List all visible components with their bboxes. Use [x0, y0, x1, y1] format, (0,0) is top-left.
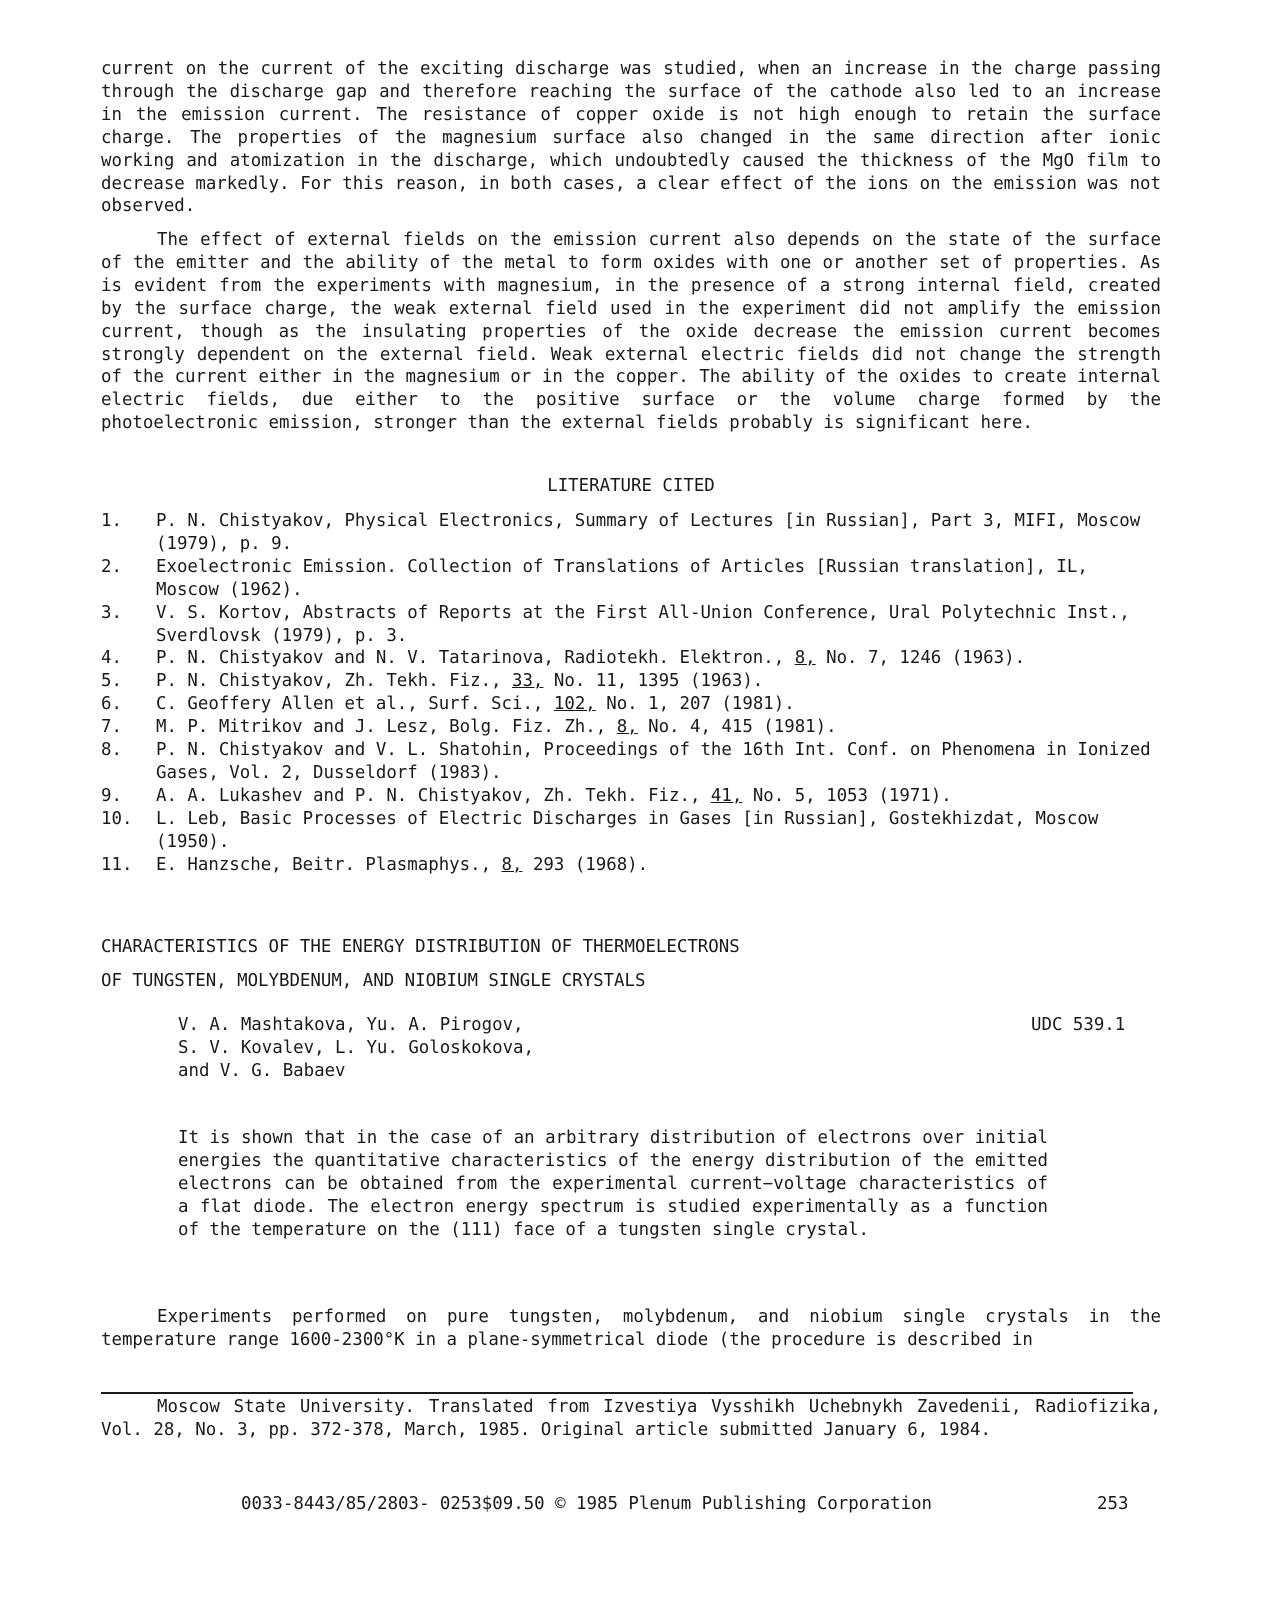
reference-details: No. 4, 415 (1981).: [637, 717, 837, 738]
reference-volume: 8,: [501, 854, 523, 875]
reference-number: 1.: [101, 511, 122, 531]
body-paragraph-2: The effect of external fields on the emission current also depends on the state of the surface of the emitter and the ability of the metal to form oxides with one or another set of properties. As is evident from the experiments with magnesium, in the presence of a strong internal field, created by the surface charge, the weak external field used in the experiment did not amplify the emission current, though as the insulating properties of the oxide decrease the emission current becomes strongly dependent on the external field. Weak external electric fields did not change the strength of the current either in the magnesium or in the copper. The ability of the oxides to create internal electric fields, due either to the positive surface or the volume charge formed by the photoelectronic emission, stronger than the external fields probably is significant here.: [101, 230, 1161, 434]
reference-number: 3.: [101, 602, 122, 623]
reference-text: [156, 556, 1161, 602]
reference-number: 6.: [101, 694, 122, 715]
reference-number: 5.: [101, 671, 122, 692]
reference-number: 11.: [101, 854, 133, 875]
authors-line-3: and V. G. Babaev: [178, 1060, 346, 1081]
reference-citation: P. N. Chistyakov, Physical Electronics, Summary of Lectures [in Russian], Part 3, MIFI, Moscow (1979), p. 9.: [156, 511, 1141, 554]
authors-line-1: V. A. Mashtakova, Yu. A. Pirogov,: [178, 1015, 524, 1035]
reference-details: No. 7, 1246 (1963).: [815, 648, 1026, 669]
reference-volume: 41,: [710, 785, 743, 806]
reference-item: [101, 808, 1161, 854]
reference-item: [101, 602, 1161, 648]
reference-text: [156, 785, 1161, 808]
reference-citation: E. Hanzsche, Beitr. Plasmaphys.,: [156, 854, 502, 875]
reference-text: [156, 602, 1161, 648]
reference-text: [156, 808, 1161, 854]
reference-citation: P. N. Chistyakov, Zh. Tekh. Fiz.,: [156, 671, 512, 692]
udc-code: UDC 539.1: [1031, 1015, 1126, 1035]
authors-line-2: S. V. Kovalev, L. Yu. Goloskokova,: [178, 1037, 534, 1058]
reference-volume: 8,: [616, 717, 638, 738]
reference-item: [101, 716, 1161, 739]
reference-number: 8.: [101, 740, 122, 761]
reference-citation: P. N. Chistyakov and V. L. Shatohin, Proceedings of the 16th Int. Conf. on Phenomena in Ionized Gases, Vol. 2, Dusseldorf (1983).: [156, 740, 1151, 783]
reference-citation: P. N. Chistyakov and N. V. Tatarinova, Radiotekh. Elektron.,: [156, 648, 795, 669]
reference-citation: Exoelectronic Emission. Collection of Translations of Articles [Russian translation], IL, Moscow (1962).: [156, 556, 1088, 600]
reference-item: [101, 693, 1161, 716]
reference-text: [156, 647, 1161, 670]
page-number: 253: [1097, 1494, 1129, 1514]
reference-details: No. 11, 1395 (1963).: [543, 671, 764, 692]
reference-item: [101, 854, 1161, 877]
reference-volume: 102,: [553, 694, 596, 715]
reference-text: [156, 716, 1161, 739]
reference-text: [156, 693, 1161, 716]
body-paragraph-1: current on the current of the exciting discharge was studied, when an increase in the charge passing through the discharge gap and therefore reaching the surface of the cathode also led to an increase in the emission current. The resistance of copper oxide is not high enough to retain the surface charge. The properties of the magnesium surface also changed in the same direction after ionic working and atomization in the discharge, which undoubtedly caused the thickness of the MgO film to decrease markedly. For this reason, in both cases, a clear effect of the ions on the emission was not observed.: [101, 59, 1161, 217]
copyright-code: 0033-8443/85/2803- 0253$09.50 © 1985 Plenum Publishing Corporation: [241, 1494, 933, 1514]
footnote-rule: [101, 1392, 1133, 1394]
reference-citation: V. S. Kortov, Abstracts of Reports at the First All-Union Conference, Ural Polytechnic Inst., Sverdlovsk (1979), p. 3.: [156, 602, 1130, 646]
reference-number: 9.: [101, 785, 122, 806]
reference-item: [101, 647, 1161, 670]
reference-details: 293 (1968).: [522, 854, 649, 875]
reference-number: 4.: [101, 648, 122, 669]
reference-item: [101, 785, 1161, 808]
reference-item: [101, 510, 1161, 556]
reference-text: [156, 854, 1161, 877]
reference-volume: 8,: [794, 648, 816, 669]
reference-item: [101, 670, 1161, 693]
reference-number: 2.: [101, 556, 122, 577]
reference-details: No. 5, 1053 (1971).: [742, 785, 952, 806]
literature-heading: LITERATURE CITED: [547, 476, 715, 496]
reference-citation: C. Geoffery Allen et al., Surf. Sci.,: [156, 694, 554, 715]
reference-list: [101, 510, 1161, 877]
abstract: It is shown that in the case of an arbitrary distribution of electrons over initial energies the quantitative characteristics of the energy distribution of the emitted electrons can be obtained from the experimental current−voltage characteristics of a flat diode. The electron energy spectrum is studied experimentally as a function of the temperature on the (111) face of a tungsten single crystal.: [178, 1128, 1048, 1240]
reference-volume: 33,: [511, 671, 544, 692]
reference-item: [101, 739, 1161, 785]
reference-number: 10.: [101, 808, 133, 829]
reference-item: [101, 556, 1161, 602]
article-title-line-1: CHARACTERISTICS OF THE ENERGY DISTRIBUTION OF THERMOELECTRONS: [101, 937, 740, 957]
reference-citation: M. P. Mitrikov and J. Lesz, Bolg. Fiz. Zh.,: [156, 717, 617, 738]
reference-details: No. 1, 207 (1981).: [595, 694, 795, 715]
reference-text: [156, 739, 1161, 785]
reference-text: [156, 670, 1161, 693]
intro-paragraph: Experiments performed on pure tungsten, molybdenum, and niobium single crystals in the temperature range 1600-2300°K in a plane-symmetrical diode (the procedure is described in: [101, 1307, 1161, 1350]
reference-number: 7.: [101, 717, 122, 738]
reference-citation: L. Leb, Basic Processes of Electric Discharges in Gases [in Russian], Gostekhizdat, Moscow (1950).: [156, 808, 1099, 852]
reference-citation: A. A. Lukashev and P. N. Chistyakov, Zh. Tekh. Fiz.,: [156, 785, 711, 806]
reference-text: [156, 510, 1161, 556]
footnote: Moscow State University. Translated from Izvestiya Vysshikh Uchebnykh Zavedenii, Radiofizika, Vol. 28, No. 3, pp. 372-378, March, 1985. Original article submitted January 6, 1984.: [101, 1397, 1161, 1440]
article-title-line-2: OF TUNGSTEN, MOLYBDENUM, AND NIOBIUM SINGLE CRYSTALS: [101, 971, 646, 991]
authors: [178, 1014, 534, 1083]
